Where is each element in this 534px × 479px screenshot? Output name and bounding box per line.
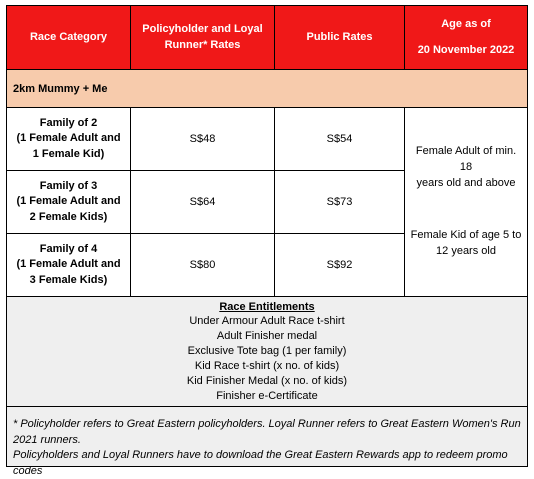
race-category-cell: Family of 3 (1 Female Adult and 2 Female Kids) [7, 171, 131, 234]
policyholder-rate: S$48 [131, 108, 275, 171]
entitlements-row [7, 297, 528, 407]
header-row [7, 6, 528, 70]
public-rate: S$92 [275, 234, 405, 297]
entitlement-item: Under Armour Adult Race t-shirt [189, 315, 345, 328]
entitlement-item: Exclusive Tote bag (1 per family) [187, 345, 347, 358]
note-line: Policyholders and Loyal Runners have to download the Great Eastern Rewards app to redeem promo codes [13, 449, 508, 477]
race-category-cell: Family of 4 (1 Female Adult and 3 Female Kids) [7, 234, 131, 297]
entitlement-item: Finisher e-Certificate [216, 389, 318, 402]
section-row [7, 70, 528, 108]
entitlement-item: Kid Race t-shirt (x no. of kids) [194, 359, 340, 372]
race-pricing-table [6, 5, 528, 477]
race-category-cell: Family of 2 (1 Female Adult and 1 Female Kid) [7, 108, 131, 171]
entitlement-item: Adult Finisher medal [216, 330, 318, 343]
entitlement-item: Kid Finisher Medal (x no. of kids) [186, 374, 348, 387]
policyholder-rate: S$64 [131, 171, 275, 234]
header-age: Age as of 20 November 2022 [405, 6, 528, 70]
section-title: 2km Mummy + Me [7, 70, 528, 108]
note-line: 2021 runners. [13, 433, 81, 446]
header-policyholder-rates: Policyholder and Loyal Runner* Rates [131, 6, 275, 70]
notes-row [7, 407, 528, 467]
note-line: * Policyholder refers to Great Eastern policyholders. Loyal Runner refers to Great Eastern Women's Run [13, 418, 521, 430]
policyholder-rate: S$80 [131, 234, 275, 297]
header-race-category: Race Category [7, 6, 131, 70]
header-public-rates: Public Rates [275, 6, 405, 70]
public-rate: S$73 [275, 171, 405, 234]
entitlements-cell [7, 297, 528, 407]
entitlements-title: Race Entitlements [219, 300, 315, 313]
notes-cell [7, 407, 528, 477]
age-requirement-cell: Female Adult of min. 18 years old and above Female Kid of age 5 to 12 years old [405, 108, 528, 297]
public-rate: S$54 [275, 108, 405, 171]
table-row [7, 108, 528, 171]
